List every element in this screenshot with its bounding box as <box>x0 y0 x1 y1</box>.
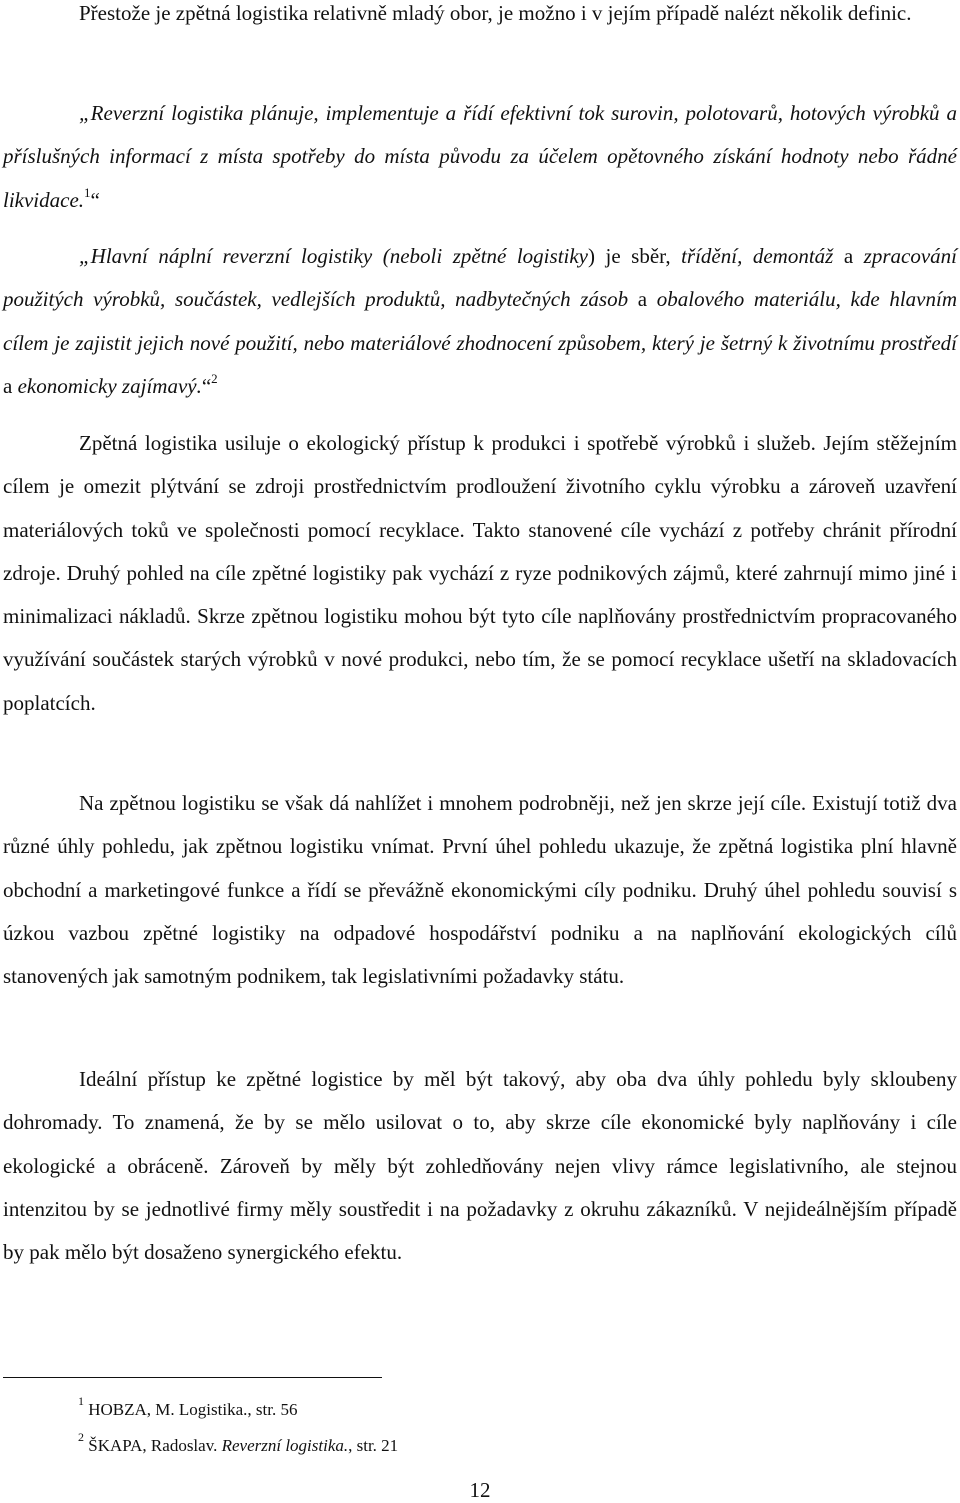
quote-close-mark: “ <box>90 187 100 212</box>
quote-close-mark-2: “ <box>201 373 212 398</box>
paragraph-intro: Přestože je zpětná logistika relativně mladý obor, je možno i v jejím případě nalézt několik definic. <box>79 1 912 25</box>
footnote-2-title: Reverzní logistika. <box>221 1436 349 1455</box>
definition-2-part-c: třídění, demontáž <box>681 244 834 268</box>
paragraph-goals: Zpětná logistika usiluje o ekologický přístup k produkci i spotřebě výrobků i služeb. Jejím stěžejním cílem je omezit plýtvání se zdroji prostřednictvím prodloužení životního cyklu výrobku a zároveň uzavření materiálových toků ve společnosti pomocí recyklace. Takto stanovené cíle vychází z potřeby chránit přírodní zdroje. Druhý pohled na cíle zpětné logistiky pak vychází z ryze podnikových zájmů, které zahrnují mimo jiné i minimalizaci nákladů. Skrze zpětnou logistiku mohou být tyto cíle naplňovány prostřednictvím propracovaného využívání součástek starých výrobků v nové produkci, nebo tím, že se pomocí recyklace ušetří na skladovacích poplatcích. <box>3 431 957 715</box>
footnote-2-page: , str. 21 <box>348 1436 399 1455</box>
definition-2-part-a: „Hlavní náplní reverzní logistiky (neboli zpětné logistiky <box>79 244 589 268</box>
paragraph-perspectives: Na zpětnou logistiku se však dá nahlížet i mnohem podrobněji, než jen skrze její cíle. Existují totiž dva různé úhly pohledu, jak zpětnou logistiku vnímat. První úhel pohledu ukazuje, že zpětná logistika plní hlavně obchodní a marketingové funkce a řídí se převážně ekonomickými cíly podniku. Druhý úhel pohledu souvisí s úzkou vazbou zpětné logistiky na odpadové hospodářství podniku a na naplňování ekologických cílů stanovených jak samotným podnikem, tak legislativními požadavky státu. <box>3 791 957 989</box>
definition-2-part-b: ) je sběr, <box>588 244 682 268</box>
definition-2-part-d: a <box>833 244 864 268</box>
definition-2-part-e: zpracování použitých výrobků, součástek, vedlejších produktů, nadbytečných zásob <box>3 244 957 312</box>
footnote-1 <box>78 1394 298 1421</box>
definition-2-part-f: a <box>628 287 657 312</box>
definition-2-part-h: a <box>3 373 18 398</box>
paragraph-definition-2 <box>3 235 957 408</box>
footnote-2-number: 2 <box>78 1430 84 1445</box>
footnote-1-text: HOBZA, M. Logistika., str. 56 <box>88 1400 298 1419</box>
paragraph-ideal-approach: Ideální přístup ke zpětné logistice by měl být takový, aby oba dva úhly pohledu byly skloubeny dohromady. To znamená, že by se mělo usilovat o to, aby skrze cíle ekonomické byly naplňovány i cíle ekologické a obráceně. Zároveň by měly být zohledňovány nejen vlivy rámce legislativního, ale stejnou intenzitou by se jednotlivé firmy měly soustředit i na požadavky z okruhu zákazníků. V nejideálnějším případě by pak mělo být dosaženo synergického efektu. <box>3 1067 957 1265</box>
definition-quote-text: „Reverzní logistika plánuje, implementuje a řídí efektivní tok surovin, polotovarů, hotových výrobků a příslušných informací z místa spotřeby do místa původu za účelem opětovného získání hodnoty nebo řádné likvidace. <box>3 101 957 212</box>
definition-2-part-g: obalového materiálu, kde hlavním cílem je zajistit jejich nové použití, nebo materiálové zhodnocení způsobem, který je šetrný k životnímu prostředí <box>3 287 957 355</box>
page-number: 12 <box>469 1478 491 1502</box>
definition-2-part-i: ekonomicky zajímavý. <box>17 373 202 398</box>
footnote-1-number: 1 <box>78 1394 84 1409</box>
footnote-2-author: ŠKAPA, Radoslav. <box>88 1436 222 1455</box>
paragraph-definition-1 <box>3 92 957 222</box>
footnote-ref-2: 2 <box>211 370 218 386</box>
footnote-ref-1: 1 <box>84 184 91 200</box>
footnote-2 <box>78 1430 399 1457</box>
footnote-separator <box>3 1377 382 1378</box>
